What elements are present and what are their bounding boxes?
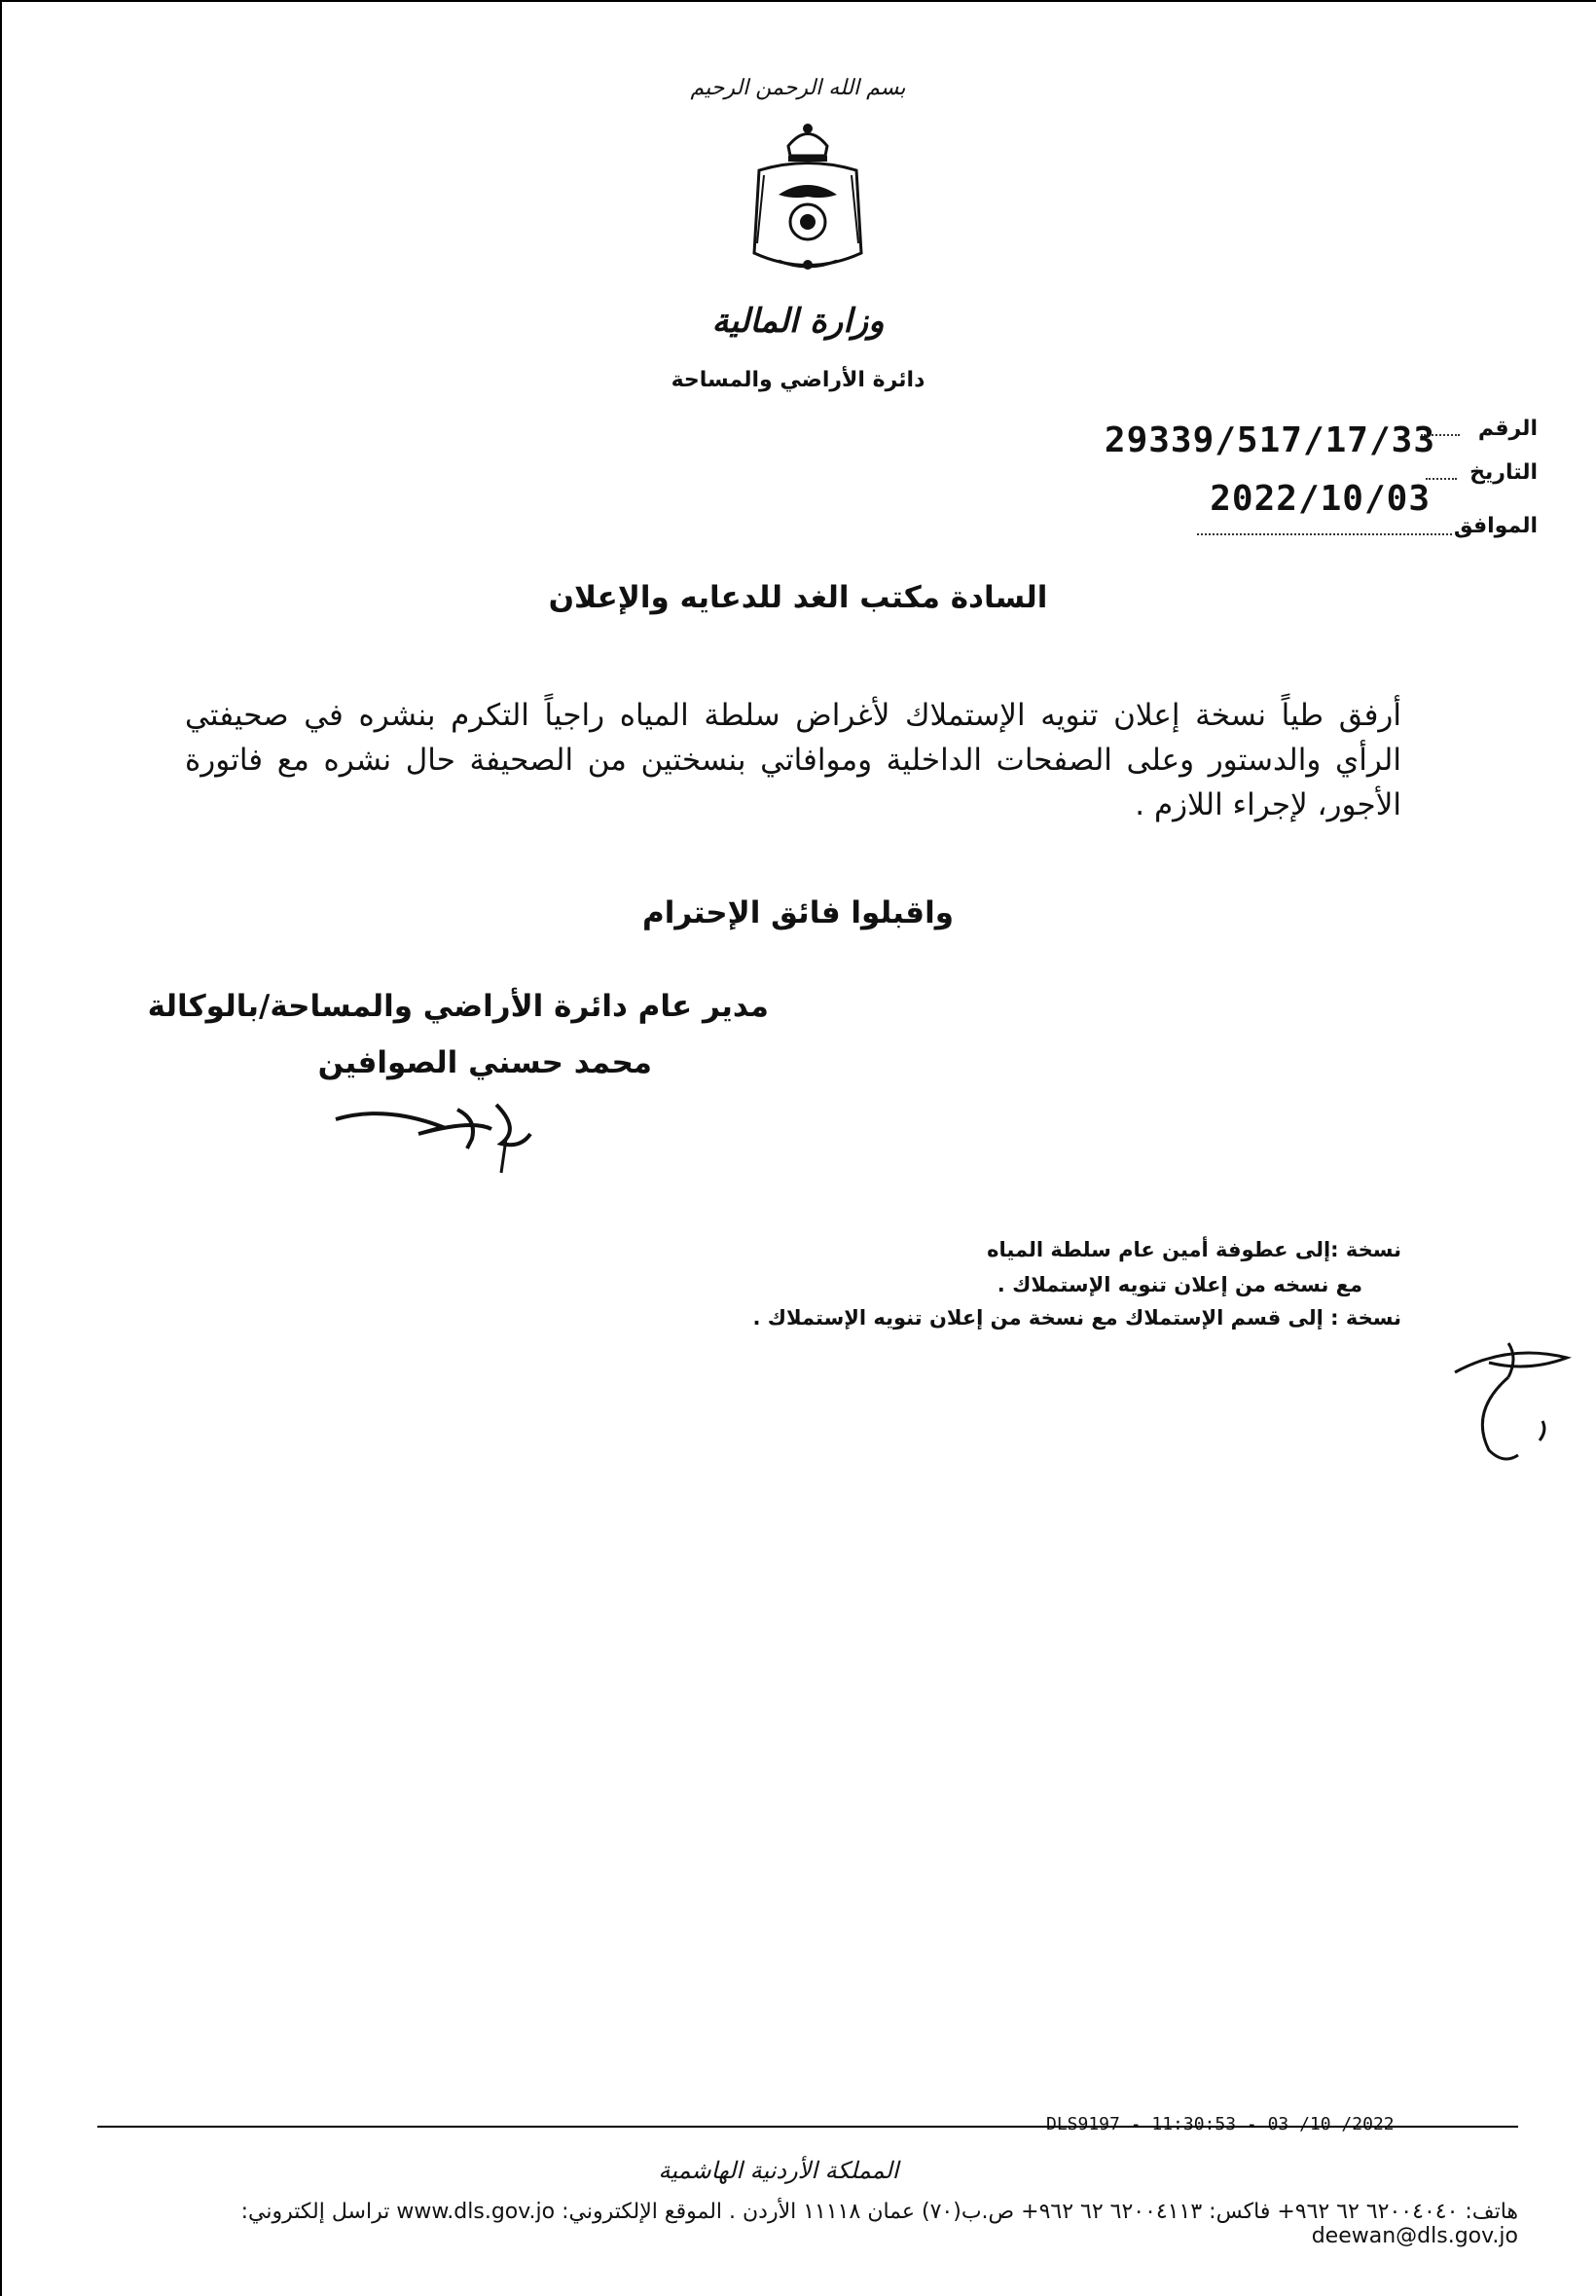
coat-of-arms-icon	[740, 117, 876, 282]
handwritten-signature	[326, 1090, 550, 1178]
corresponding-date-dots	[1197, 533, 1452, 535]
basmala: بسم الله الرحمن الرحيم	[690, 76, 906, 100]
reference-number-value: 29339/517/17/33	[1104, 420, 1435, 460]
ministry-name: وزارة المالية	[711, 302, 885, 341]
signatory-title: مدير عام دائرة الأراضي والمساحة/بالوكالة	[147, 989, 769, 1024]
reference-number-label: الرقم	[1477, 417, 1538, 441]
signatory-name: محمد حسني الصوافين	[317, 1045, 652, 1080]
kingdom-name: المملكة الأردنية الهاشمية	[658, 2157, 899, 2184]
date-value: 2022/10/03	[1210, 479, 1431, 519]
contact-info: هاتف: ٦٢٠٠٤٠٤٠ ٦٢ ٩٦٢+ فاكس: ٦٢٠٠٤١١٣ ٦٢ ٩٦٢+ ص.ب(٧٠) عمان ١١١١٨ الأردن . الموقع الإلكتروني: www.dls.gov.jo تراسل إلكتروني: deewan@dls.gov.jo	[240, 2200, 1518, 2248]
scan-top-border	[0, 0, 1596, 2]
copy-line-3: نسخة : إلى قسم الإستملاك مع نسخة من إعلان تنويه الإستملاك .	[752, 1306, 1401, 1330]
date-label: التاريخ	[1469, 460, 1538, 485]
closing-salutation: واقبلوا فائق الإحترام	[641, 895, 954, 930]
copy-line-2: مع نسخه من إعلان تنويه الإستملاك .	[997, 1273, 1362, 1296]
department-name: دائرة الأراضي والمساحة	[671, 368, 925, 392]
system-stamp: DLS9197 - 11:30:53 - 03 /10 /2022	[1046, 2114, 1395, 2134]
letter-body: أرفق طياً نسخة إعلان تنويه الإستملاك لأغراض سلطة المياه راجياً التكرم بنشره في صحيفتي الرأي والدستور وعلى الصفحات الداخلية وموافاتي بنسختين من الصحيفة حال نشره مع فاتورة الأجور، لإجراء اللازم .	[185, 698, 1401, 822]
recipient: السادة مكتب الغد للدعايه والإعلان	[548, 580, 1048, 615]
copy-line-1: نسخة :إلى عطوفة أمين عام سلطة المياه	[987, 1238, 1401, 1261]
handwritten-annotation	[1450, 1304, 1586, 1470]
corresponding-date-label: الموافق	[1453, 514, 1538, 538]
footer-divider	[97, 2126, 1518, 2128]
scan-left-border	[0, 0, 2, 2296]
